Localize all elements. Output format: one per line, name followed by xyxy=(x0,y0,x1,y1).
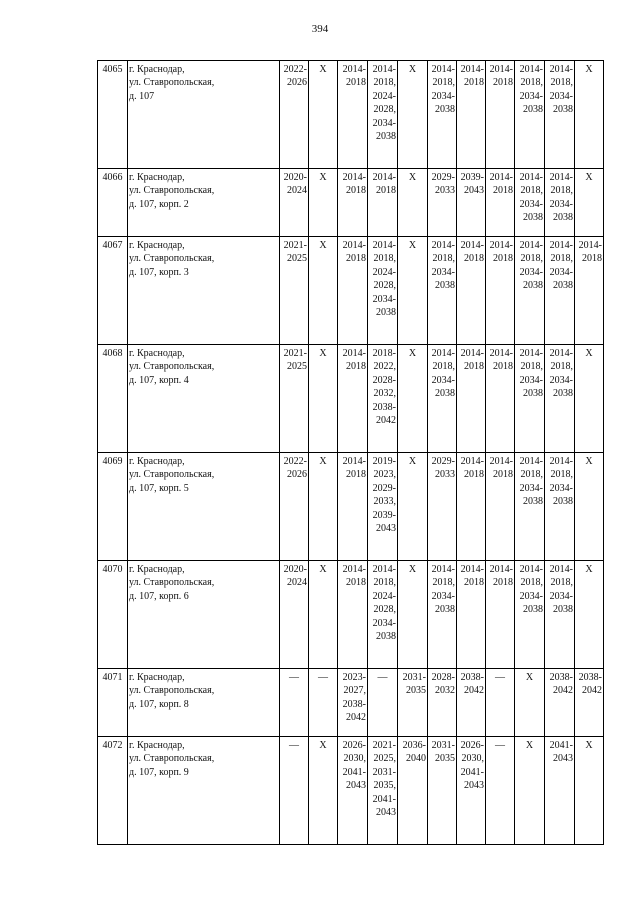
period-cell: 2023- 2027, 2038- 2042 xyxy=(338,669,368,737)
address-cell xyxy=(128,169,280,237)
period-cell: 2022- 2026 xyxy=(280,453,309,561)
period-cell: — xyxy=(280,669,309,737)
period-cell: X xyxy=(575,737,604,845)
period-cell: 2026- 2030, 2041- 2043 xyxy=(457,737,486,845)
period-cell: X xyxy=(515,669,545,737)
address-line: г. Краснодар, xyxy=(129,64,185,75)
table-row xyxy=(98,237,604,345)
period-cell: X xyxy=(398,345,428,453)
address-line: д. 107, корп. 8 xyxy=(129,698,189,710)
row-number: 4072 xyxy=(98,737,128,845)
period-cell: 2014- 2018, 2034- 2038 xyxy=(428,345,457,453)
period-cell: 2014- 2018 xyxy=(457,561,486,669)
period-cell: 2031- 2035 xyxy=(428,737,457,845)
period-cell: 2014- 2018 xyxy=(338,237,368,345)
period-cell: 2014- 2018 xyxy=(486,237,515,345)
address-cell xyxy=(128,453,280,561)
period-cell: 2014- 2018, 2034- 2038 xyxy=(545,561,575,669)
period-cell: — xyxy=(309,669,338,737)
period-cell: X xyxy=(575,561,604,669)
period-cell: 2014- 2018, 2034- 2038 xyxy=(515,237,545,345)
period-cell: 2038- 2042 xyxy=(545,669,575,737)
address-cell xyxy=(128,737,280,845)
period-cell: 2021- 2025, 2031- 2035, 2041- 2043 xyxy=(368,737,398,845)
address-line: ул. Ставропольская, xyxy=(129,685,215,697)
period-cell: 2014- 2018 xyxy=(338,169,368,237)
period-cell: 2020- 2024 xyxy=(280,561,309,669)
period-cell: 2036- 2040 xyxy=(398,737,428,845)
row-number: 4071 xyxy=(98,669,128,737)
address-line: г. Краснодар, xyxy=(129,740,185,751)
period-cell: 2014- 2018, 2034- 2038 xyxy=(545,61,575,169)
period-cell: 2014- 2018 xyxy=(486,561,515,669)
table-row xyxy=(98,345,604,453)
period-cell: 2022- 2026 xyxy=(280,61,309,169)
address-line: г. Краснодар, xyxy=(129,172,185,183)
period-cell: 2014- 2018 xyxy=(338,561,368,669)
period-cell: 2014- 2018 xyxy=(486,453,515,561)
address-line: г. Краснодар, xyxy=(129,456,185,467)
period-cell: 2014- 2018 xyxy=(457,453,486,561)
period-cell: X xyxy=(309,561,338,669)
period-cell: 2014- 2018, 2034- 2038 xyxy=(428,61,457,169)
period-cell: 2014- 2018 xyxy=(368,169,398,237)
period-cell: 2029- 2033 xyxy=(428,453,457,561)
period-cell: X xyxy=(398,561,428,669)
period-cell: 2014- 2018, 2034- 2038 xyxy=(428,237,457,345)
address-line: ул. Ставропольская, xyxy=(129,253,215,265)
period-cell: 2019- 2023, 2029- 2033, 2039- 2043 xyxy=(368,453,398,561)
address-line: д. 107, корп. 2 xyxy=(129,198,189,210)
address-line: ул. Ставропольская, xyxy=(129,577,215,589)
address-line: г. Краснодар, xyxy=(129,672,185,683)
period-cell: 2039- 2043 xyxy=(457,169,486,237)
period-cell: 2014- 2018 xyxy=(338,61,368,169)
address-line: д. 107, корп. 3 xyxy=(129,266,189,278)
period-cell: X xyxy=(309,453,338,561)
address-line: ул. Ставропольская, xyxy=(129,469,215,481)
period-cell: 2014- 2018, 2034- 2038 xyxy=(515,561,545,669)
period-cell: X xyxy=(575,345,604,453)
period-cell: 2014- 2018, 2034- 2038 xyxy=(515,169,545,237)
period-cell: 2014- 2018 xyxy=(457,61,486,169)
address-cell xyxy=(128,669,280,737)
address-cell xyxy=(128,561,280,669)
address-line: д. 107 xyxy=(129,90,155,102)
period-cell: 2014- 2018 xyxy=(486,61,515,169)
row-number: 4068 xyxy=(98,345,128,453)
period-cell: X xyxy=(515,737,545,845)
period-cell: 2014- 2018, 2024- 2028, 2034- 2038 xyxy=(368,561,398,669)
table-row xyxy=(98,169,604,237)
period-cell: 2026- 2030, 2041- 2043 xyxy=(338,737,368,845)
period-cell: 2014- 2018, 2024- 2028, 2034- 2038 xyxy=(368,61,398,169)
table-row xyxy=(98,561,604,669)
schedule-table xyxy=(97,60,604,845)
row-number: 4067 xyxy=(98,237,128,345)
period-cell: 2038- 2042 xyxy=(575,669,604,737)
address-line: д. 107, корп. 6 xyxy=(129,590,189,602)
row-number: 4070 xyxy=(98,561,128,669)
period-cell: X xyxy=(398,61,428,169)
period-cell: — xyxy=(368,669,398,737)
period-cell: 2041- 2043 xyxy=(545,737,575,845)
period-cell: — xyxy=(486,737,515,845)
period-cell: X xyxy=(309,61,338,169)
address-line: д. 107, корп. 5 xyxy=(129,482,189,494)
table-row xyxy=(98,61,604,169)
address-line: ул. Ставропольская, xyxy=(129,753,215,765)
period-cell: 2014- 2018, 2034- 2038 xyxy=(428,561,457,669)
page-number: 394 xyxy=(311,23,329,35)
period-cell: X xyxy=(398,453,428,561)
address-cell xyxy=(128,61,280,169)
period-cell: 2014- 2018 xyxy=(338,453,368,561)
period-cell: 2014- 2018, 2034- 2038 xyxy=(545,345,575,453)
address-line: ул. Ставропольская, xyxy=(129,77,215,89)
address-line: ул. Ставропольская, xyxy=(129,185,215,197)
period-cell: 2014- 2018, 2034- 2038 xyxy=(545,169,575,237)
address-cell xyxy=(128,237,280,345)
period-cell: — xyxy=(280,737,309,845)
period-cell: 2029- 2033 xyxy=(428,169,457,237)
period-cell: X xyxy=(398,169,428,237)
address-cell xyxy=(128,345,280,453)
row-number: 4065 xyxy=(98,61,128,169)
period-cell: 2014- 2018 xyxy=(338,345,368,453)
address-line: г. Краснодар, xyxy=(129,240,185,251)
address-line: ул. Ставропольская, xyxy=(129,361,215,373)
period-cell: X xyxy=(309,345,338,453)
period-cell: X xyxy=(309,737,338,845)
period-cell: 2014- 2018 xyxy=(575,237,604,345)
table-row xyxy=(98,669,604,737)
row-number: 4069 xyxy=(98,453,128,561)
period-cell: 2021- 2025 xyxy=(280,237,309,345)
period-cell: 2014- 2018 xyxy=(457,237,486,345)
period-cell: 2014- 2018, 2034- 2038 xyxy=(545,453,575,561)
address-line: д. 107, корп. 4 xyxy=(129,374,189,386)
period-cell: X xyxy=(575,453,604,561)
table-row xyxy=(98,453,604,561)
period-cell: X xyxy=(575,169,604,237)
table-row xyxy=(98,737,604,845)
period-cell: 2014- 2018 xyxy=(457,345,486,453)
period-cell: 2031- 2035 xyxy=(398,669,428,737)
table-body xyxy=(98,61,604,845)
period-cell: 2014- 2018 xyxy=(486,169,515,237)
period-cell: 2014- 2018 xyxy=(486,345,515,453)
period-cell: 2014- 2018, 2024- 2028, 2034- 2038 xyxy=(368,237,398,345)
period-cell: 2014- 2018, 2034- 2038 xyxy=(545,237,575,345)
address-line: г. Краснодар, xyxy=(129,348,185,359)
period-cell: 2018- 2022, 2028- 2032, 2038- 2042 xyxy=(368,345,398,453)
period-cell: — xyxy=(486,669,515,737)
period-cell: 2020- 2024 xyxy=(280,169,309,237)
period-cell: X xyxy=(309,237,338,345)
period-cell: 2014- 2018, 2034- 2038 xyxy=(515,61,545,169)
period-cell: X xyxy=(575,61,604,169)
period-cell: 2014- 2018, 2034- 2038 xyxy=(515,453,545,561)
period-cell: X xyxy=(398,237,428,345)
address-line: г. Краснодар, xyxy=(129,564,185,575)
period-cell: 2021- 2025 xyxy=(280,345,309,453)
address-line: д. 107, корп. 9 xyxy=(129,766,189,778)
period-cell: X xyxy=(309,169,338,237)
period-cell: 2038- 2042 xyxy=(457,669,486,737)
period-cell: 2014- 2018, 2034- 2038 xyxy=(515,345,545,453)
period-cell: 2028- 2032 xyxy=(428,669,457,737)
row-number: 4066 xyxy=(98,169,128,237)
